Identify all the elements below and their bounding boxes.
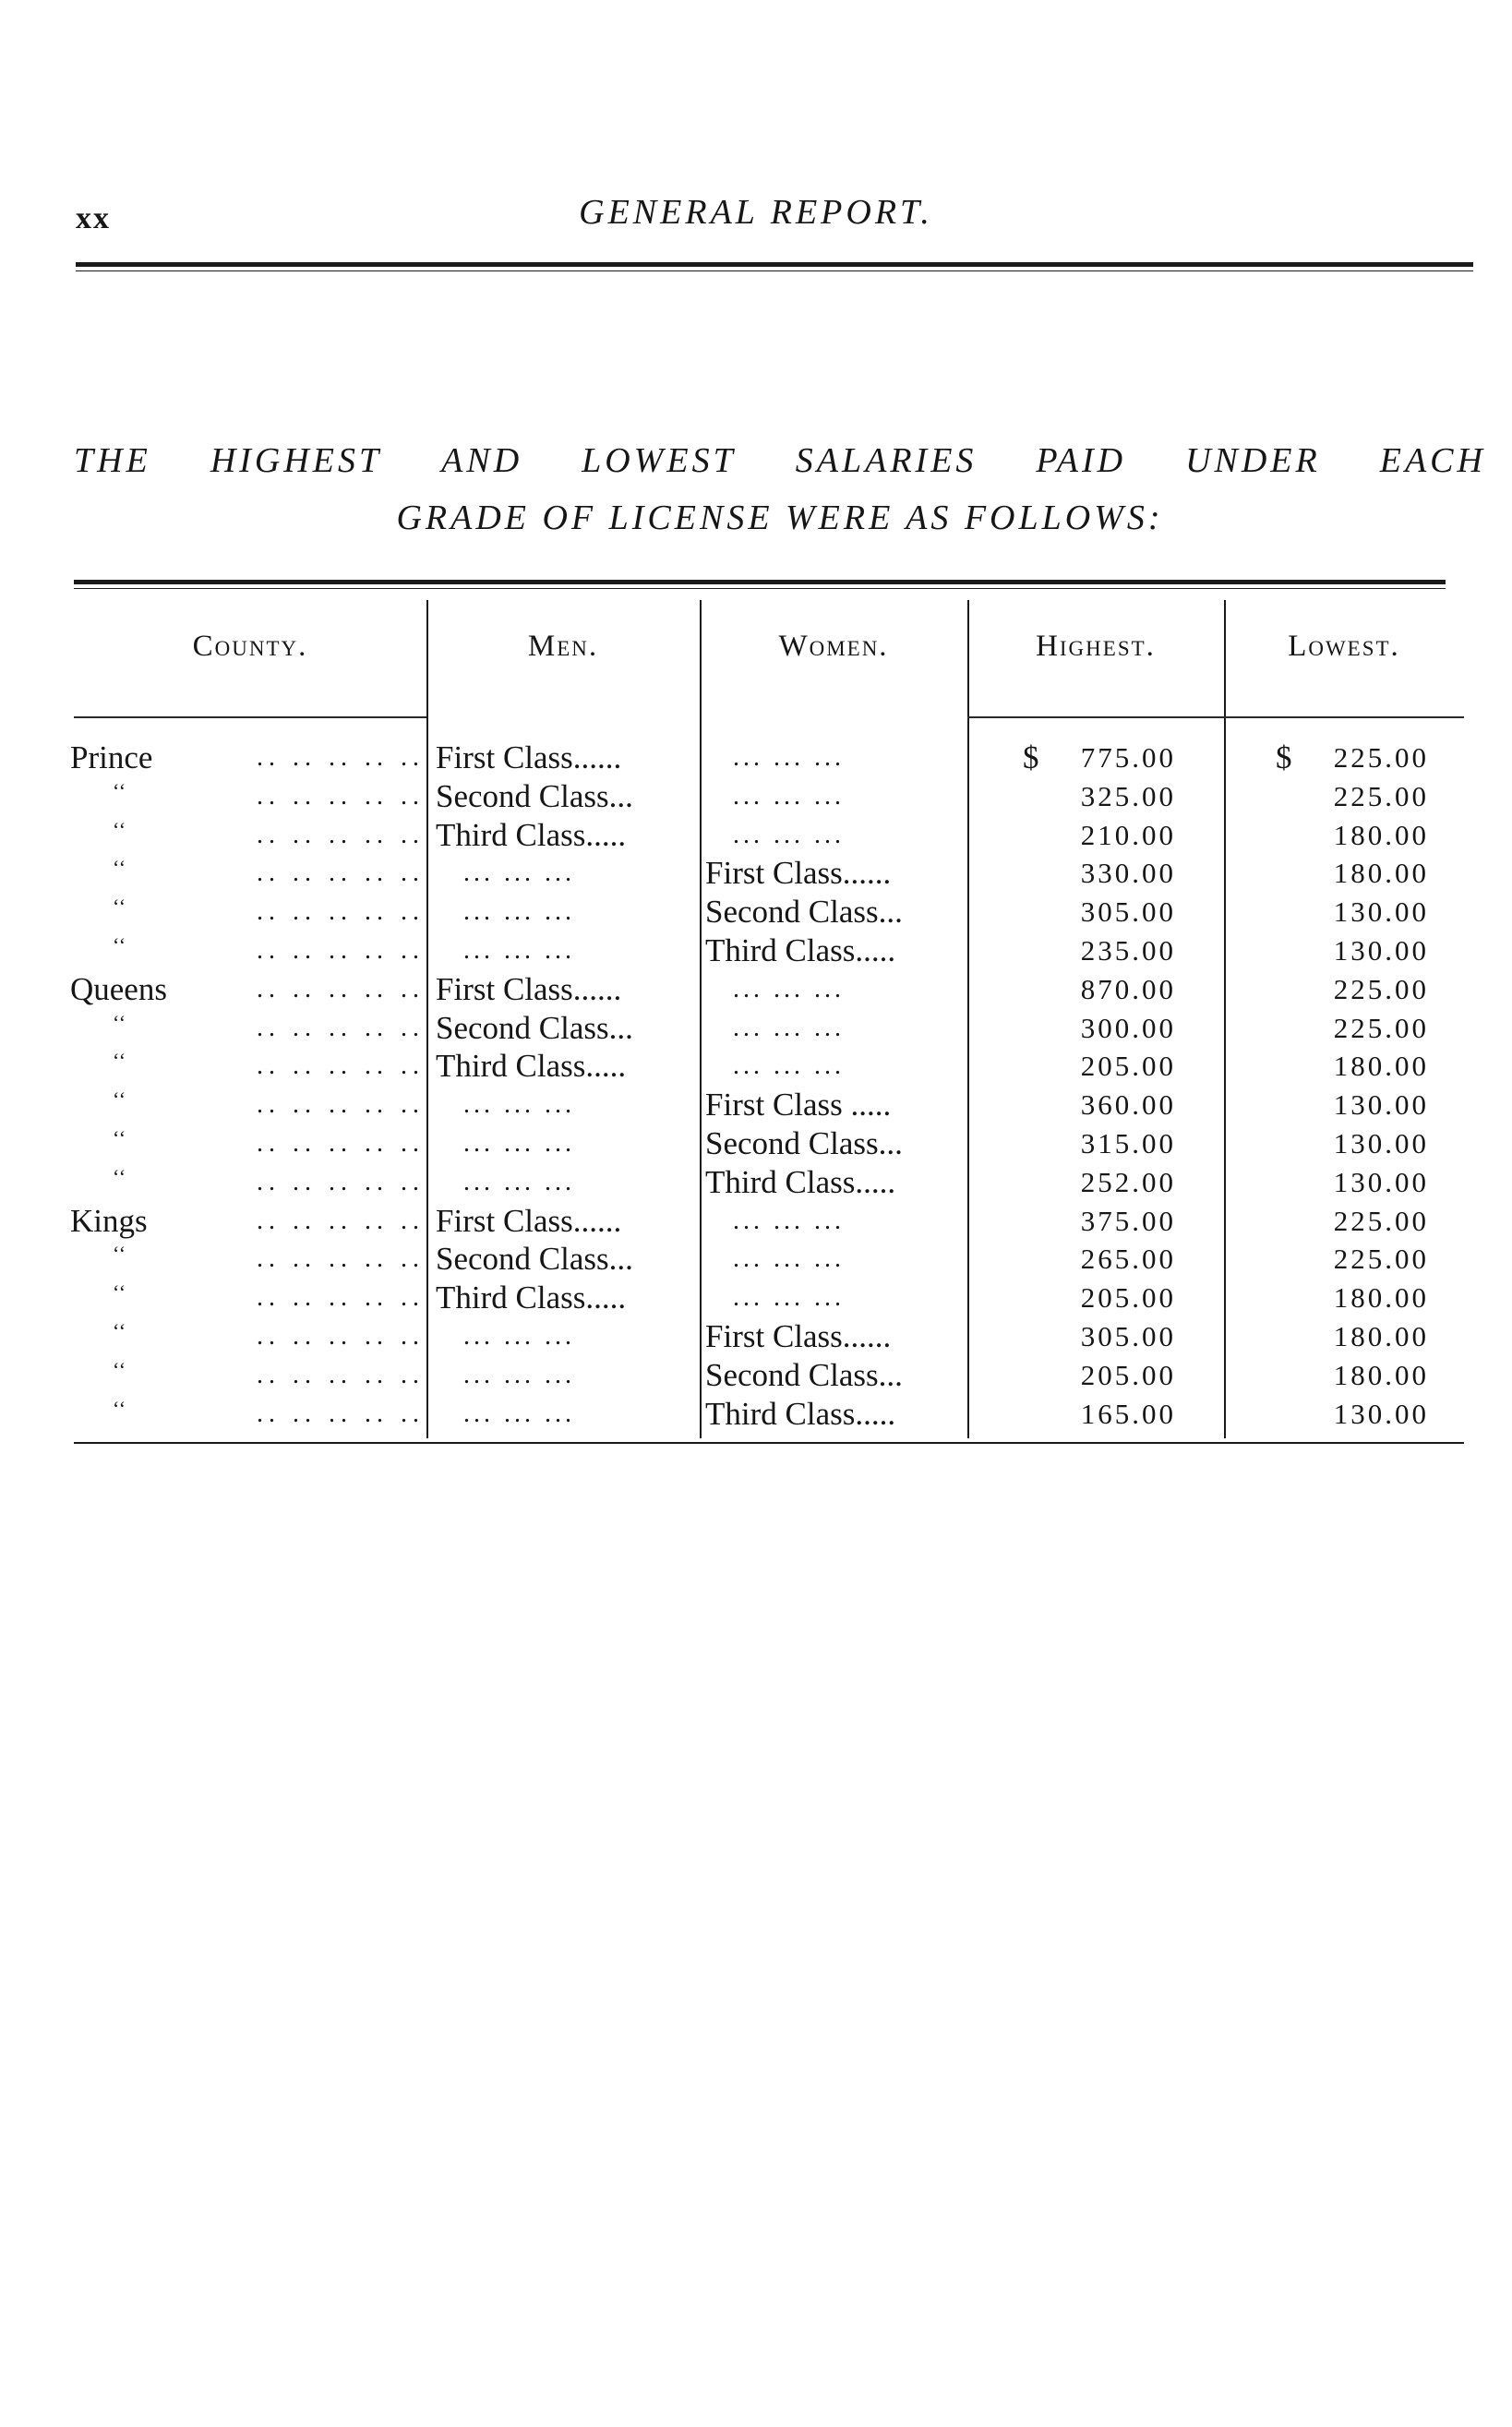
highest-salary-cell: 235.00 (1080, 933, 1176, 967)
leader-dots: .. .. .. .. .. (257, 897, 425, 927)
table-row (0, 1317, 1512, 1356)
women-cell: Third Class..... (705, 1395, 896, 1432)
table-row (0, 1047, 1512, 1086)
county-cell: ‘‘ (113, 1049, 127, 1073)
table-top-rule (74, 580, 1446, 589)
leader-dots: .. .. .. .. .. (257, 1321, 425, 1351)
leader-dots: .. .. .. .. .. (257, 781, 425, 811)
highest-salary-cell: 870.00 (1080, 972, 1176, 1005)
highest-salary-cell: 315.00 (1080, 1126, 1176, 1159)
heading-word: PAID (1036, 441, 1127, 480)
table-row (0, 854, 1512, 893)
men-cell: ... ... ... (463, 935, 575, 965)
table-bottom-rule (74, 1442, 1464, 1444)
table-row (0, 1163, 1512, 1202)
women-cell: ... ... ... (733, 1244, 845, 1274)
lowest-salary-cell: 130.00 (1333, 933, 1429, 967)
highest-salary-cell: 165.00 (1080, 1397, 1176, 1430)
lowest-salary-cell: 225.00 (1333, 779, 1429, 812)
county-cell: ‘‘ (113, 1010, 127, 1034)
lowest-salary-cell: 225.00 (1333, 1243, 1429, 1276)
header-underline (74, 716, 426, 718)
women-cell: ... ... ... (733, 974, 845, 1003)
county-cell: ‘‘ (113, 1357, 127, 1381)
leader-dots: .. .. .. .. .. (257, 820, 425, 849)
header-underline (967, 716, 1224, 718)
county-cell: ‘‘ (113, 1087, 127, 1111)
highest-salary-cell: 210.00 (1080, 818, 1176, 851)
table-row (0, 970, 1512, 1009)
highest-salary-cell: 252.00 (1080, 1165, 1176, 1198)
women-cell: First Class ..... (705, 1087, 892, 1123)
leader-dots: .. .. .. .. .. (257, 1167, 425, 1196)
running-title: GENERAL REPORT. (579, 193, 933, 232)
county-cell: ‘‘ (113, 817, 127, 841)
county-cell: ‘‘ (113, 895, 127, 919)
county-cell: ‘‘ (113, 1396, 127, 1420)
highest-salary-cell: 360.00 (1080, 1088, 1176, 1122)
leader-dots: .. .. .. .. .. (257, 1244, 425, 1274)
women-cell: Second Class... (705, 894, 903, 931)
table-heading-line-1 (74, 432, 1486, 489)
highest-salary-cell: 205.00 (1080, 1050, 1176, 1083)
men-cell: Second Class... (436, 777, 633, 814)
women-cell: First Class...... (705, 1317, 892, 1354)
header-rule (76, 262, 1473, 271)
table-row (0, 739, 1512, 777)
county-cell: ‘‘ (113, 1125, 127, 1149)
heading-word: UNDER (1185, 441, 1321, 480)
lowest-salary-cell: 130.00 (1333, 1397, 1429, 1430)
women-cell: ... ... ... (733, 820, 845, 849)
men-cell: ... ... ... (463, 1360, 575, 1389)
women-cell: Second Class... (705, 1356, 903, 1393)
lowest-salary-cell: 225.00 (1333, 972, 1429, 1005)
leader-dots: .. .. .. .. .. (257, 1090, 425, 1120)
heading-word: THE (74, 441, 151, 480)
women-cell: Third Class..... (705, 1163, 896, 1200)
column-header-county: County. (192, 630, 308, 663)
leader-dots: .. .. .. .. .. (257, 1206, 425, 1235)
currency-symbol: $ (1023, 739, 1039, 775)
men-cell: ... ... ... (463, 897, 575, 927)
county-cell: ‘‘ (113, 778, 127, 802)
lowest-salary-cell: 180.00 (1333, 1050, 1429, 1083)
table-row (0, 777, 1512, 816)
table-row (0, 1240, 1512, 1279)
heading-word: SALARIES (795, 441, 978, 480)
column-header-women: Women. (778, 630, 889, 663)
highest-salary-cell: 300.00 (1080, 1011, 1176, 1044)
leader-dots: .. .. .. .. .. (257, 1283, 425, 1313)
women-cell: ... ... ... (733, 743, 845, 772)
women-cell: Second Class... (705, 1124, 903, 1161)
county-cell: ‘‘ (113, 1164, 127, 1188)
salary-table-body (0, 739, 1512, 1433)
men-cell: Third Class..... (436, 1280, 627, 1316)
column-header-men: Men. (527, 630, 599, 663)
table-row (0, 1202, 1512, 1241)
county-cell: ‘‘ (113, 856, 127, 880)
lowest-salary-cell: 130.00 (1333, 1126, 1429, 1159)
highest-salary-cell: 205.00 (1080, 1358, 1176, 1391)
highest-salary-cell: 265.00 (1080, 1243, 1176, 1276)
table-heading (74, 432, 1486, 547)
county-cell: Prince (70, 739, 153, 775)
lowest-salary-cell: 180.00 (1333, 1358, 1429, 1391)
county-cell: Kings (70, 1202, 148, 1239)
men-cell: ... ... ... (463, 859, 575, 888)
lowest-salary-cell: 225.00 (1333, 1204, 1429, 1237)
lowest-salary-cell: 180.00 (1333, 1281, 1429, 1315)
lowest-salary-cell: 180.00 (1333, 1319, 1429, 1352)
table-row (0, 893, 1512, 931)
women-cell: Third Class..... (705, 931, 896, 968)
women-cell: ... ... ... (733, 1013, 845, 1042)
women-cell: First Class...... (705, 855, 892, 892)
county-cell: Queens (70, 970, 167, 1007)
table-row (0, 931, 1512, 970)
lowest-salary-cell: 130.00 (1333, 1165, 1429, 1198)
men-cell: ... ... ... (463, 1321, 575, 1351)
men-cell: Second Class... (436, 1009, 633, 1046)
currency-symbol: $ (1276, 739, 1292, 775)
women-cell: ... ... ... (733, 781, 845, 811)
women-cell: ... ... ... (733, 1206, 845, 1235)
men-cell: Second Class... (436, 1241, 633, 1278)
highest-salary-cell: 330.00 (1080, 857, 1176, 890)
men-cell: First Class...... (436, 739, 622, 775)
men-cell: ... ... ... (463, 1090, 575, 1120)
heading-word: HIGHEST (210, 441, 383, 480)
heading-word: AND (441, 441, 523, 480)
county-cell: ‘‘ (113, 1242, 127, 1266)
leader-dots: .. .. .. .. .. (257, 1013, 425, 1042)
table-row (0, 1356, 1512, 1395)
leader-dots: .. .. .. .. .. (257, 1051, 425, 1081)
table-row (0, 1124, 1512, 1163)
men-cell: First Class...... (436, 1202, 622, 1239)
women-cell: ... ... ... (733, 1051, 845, 1081)
table-row (0, 816, 1512, 855)
table-row (0, 1086, 1512, 1124)
highest-salary-cell: 305.00 (1080, 895, 1176, 929)
men-cell: Third Class..... (436, 1048, 627, 1085)
highest-salary-cell: 305.00 (1080, 1319, 1176, 1352)
men-cell: ... ... ... (463, 1399, 575, 1428)
county-cell: ‘‘ (113, 1280, 127, 1304)
highest-salary-cell: 205.00 (1080, 1281, 1176, 1315)
highest-salary-cell: 375.00 (1080, 1204, 1176, 1237)
county-cell: ‘‘ (113, 1318, 127, 1342)
leader-dots: .. .. .. .. .. (257, 1128, 425, 1158)
column-header-lowest: Lowest. (1288, 630, 1400, 663)
leader-dots: .. .. .. .. .. (257, 935, 425, 965)
lowest-salary-cell: 130.00 (1333, 895, 1429, 929)
highest-salary-cell: 325.00 (1080, 779, 1176, 812)
column-header-highest: Highest. (1036, 630, 1156, 663)
table-row (0, 1279, 1512, 1317)
men-cell: Third Class..... (436, 816, 627, 853)
heading-word: EACH (1379, 441, 1486, 480)
table-heading-line-2: GRADE OF LICENSE WERE AS FOLLOWS: (396, 499, 1164, 537)
county-cell: ‘‘ (113, 932, 127, 956)
women-cell: ... ... ... (733, 1283, 845, 1313)
leader-dots: .. .. .. .. .. (257, 859, 425, 888)
leader-dots: .. .. .. .. .. (257, 1399, 425, 1428)
header-underline (1224, 716, 1464, 718)
leader-dots: .. .. .. .. .. (257, 974, 425, 1003)
table-row (0, 1395, 1512, 1434)
highest-salary-cell: 775.00 (1080, 741, 1176, 774)
leader-dots: .. .. .. .. .. (257, 743, 425, 772)
lowest-salary-cell: 180.00 (1333, 857, 1429, 890)
lowest-salary-cell: 225.00 (1333, 741, 1429, 774)
lowest-salary-cell: 130.00 (1333, 1088, 1429, 1122)
page-number: xx (76, 201, 111, 235)
lowest-salary-cell: 180.00 (1333, 818, 1429, 851)
men-cell: ... ... ... (463, 1128, 575, 1158)
leader-dots: .. .. .. .. .. (257, 1360, 425, 1389)
lowest-salary-cell: 225.00 (1333, 1011, 1429, 1044)
heading-word: LOWEST (582, 441, 737, 480)
table-row (0, 1009, 1512, 1048)
men-cell: ... ... ... (463, 1167, 575, 1196)
men-cell: First Class...... (436, 970, 622, 1007)
